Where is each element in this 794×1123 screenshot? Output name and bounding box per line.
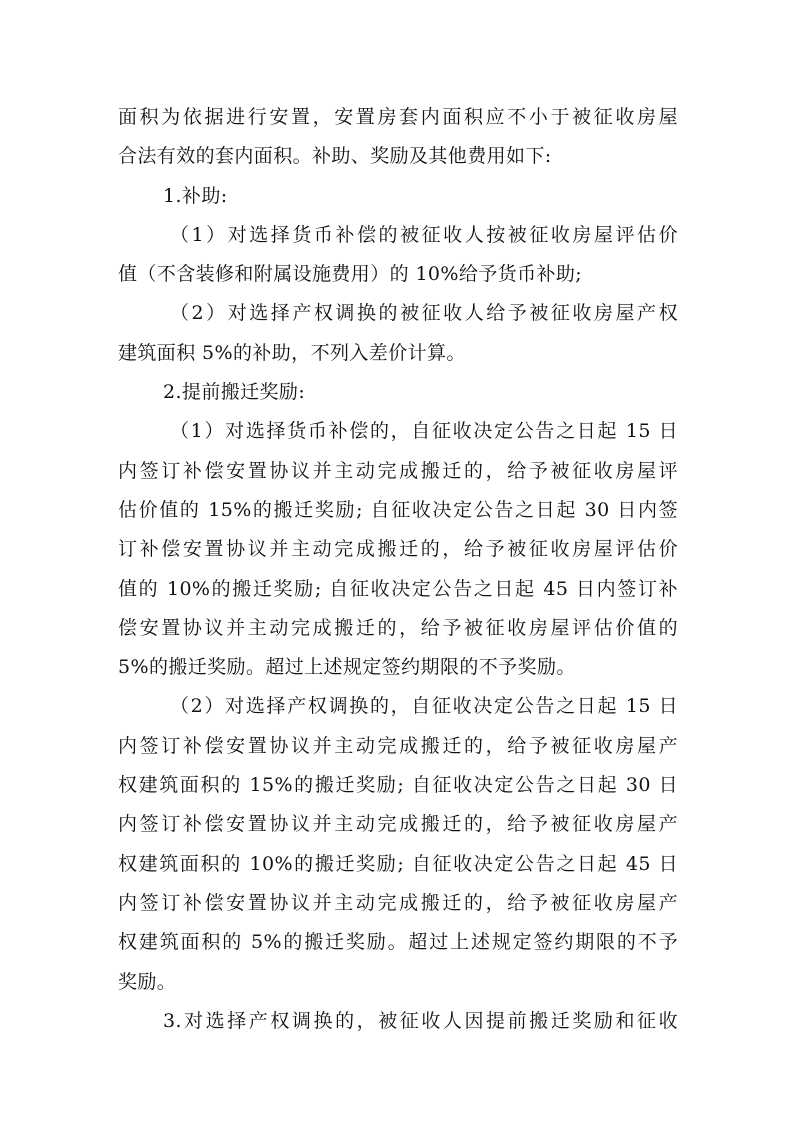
- text-line: 权建筑面积的 15%的搬迁奖励; 自征收决定公告之日起 30 日: [118, 774, 678, 797]
- text-line: 5%的搬迁奖励。超过上述规定签约期限的不予奖励。: [118, 656, 576, 679]
- section-heading: 2.提前搬迁奖励:: [163, 381, 306, 404]
- text-line: 估价值的 15%的搬迁奖励; 自征收决定公告之日起 30 日内签: [118, 498, 678, 521]
- text-line: 奖励。: [118, 970, 177, 993]
- text-line: 内签订补偿安置协议并主动完成搬迁的，给予被征收房屋评: [118, 459, 678, 482]
- text-line: 内签订补偿安置协议并主动完成搬迁的，给予被征收房屋产: [118, 891, 678, 914]
- text-line: （1）对选择货币补偿的被征收人按被征收房屋评估价: [170, 223, 678, 246]
- text-line: 合法有效的套内面积。补助、奖励及其他费用如下:: [118, 145, 552, 168]
- text-line: 值（不含装修和附属设施费用）的 10%给予货币补助;: [118, 263, 583, 286]
- text-line: 权建筑面积的 10%的搬迁奖励; 自征收决定公告之日起 45 日: [118, 852, 678, 875]
- text-line: 3.对选择产权调换的，被征收人因提前搬迁奖励和征收: [163, 1009, 678, 1032]
- text-line: 内签订补偿安置协议并主动完成搬迁的，给予被征收房屋产: [118, 813, 678, 836]
- text-line: 内签订补偿安置协议并主动完成搬迁的，给予被征收房屋产: [118, 734, 678, 757]
- text-line: 权建筑面积的 5%的搬迁奖励。超过上述规定签约期限的不予: [118, 931, 678, 954]
- text-line: 面积为依据进行安置，安置房套内面积应不小于被征收房屋: [118, 106, 678, 128]
- text-line: （1）对选择货币补偿的，自征收决定公告之日起 15 日: [170, 420, 678, 443]
- text-line: （2）对选择产权调换的被征收人给予被征收房屋产权: [170, 302, 678, 325]
- text-line: 值的 10%的搬迁奖励; 自征收决定公告之日起 45 日内签订补: [118, 577, 678, 600]
- document-body: [118, 98, 678, 1041]
- section-heading: 1.补助:: [163, 184, 228, 207]
- text-line: （2）对选择产权调换的，自征收决定公告之日起 15 日: [170, 695, 678, 718]
- text-line: 建筑面积 5%的补助，不列入差价计算。: [118, 341, 466, 364]
- text-line: 偿安置协议并主动完成搬迁的，给予被征收房屋评估价值的: [118, 616, 678, 639]
- text-line: 订补偿安置协议并主动完成搬迁的，给予被征收房屋评估价: [118, 538, 678, 561]
